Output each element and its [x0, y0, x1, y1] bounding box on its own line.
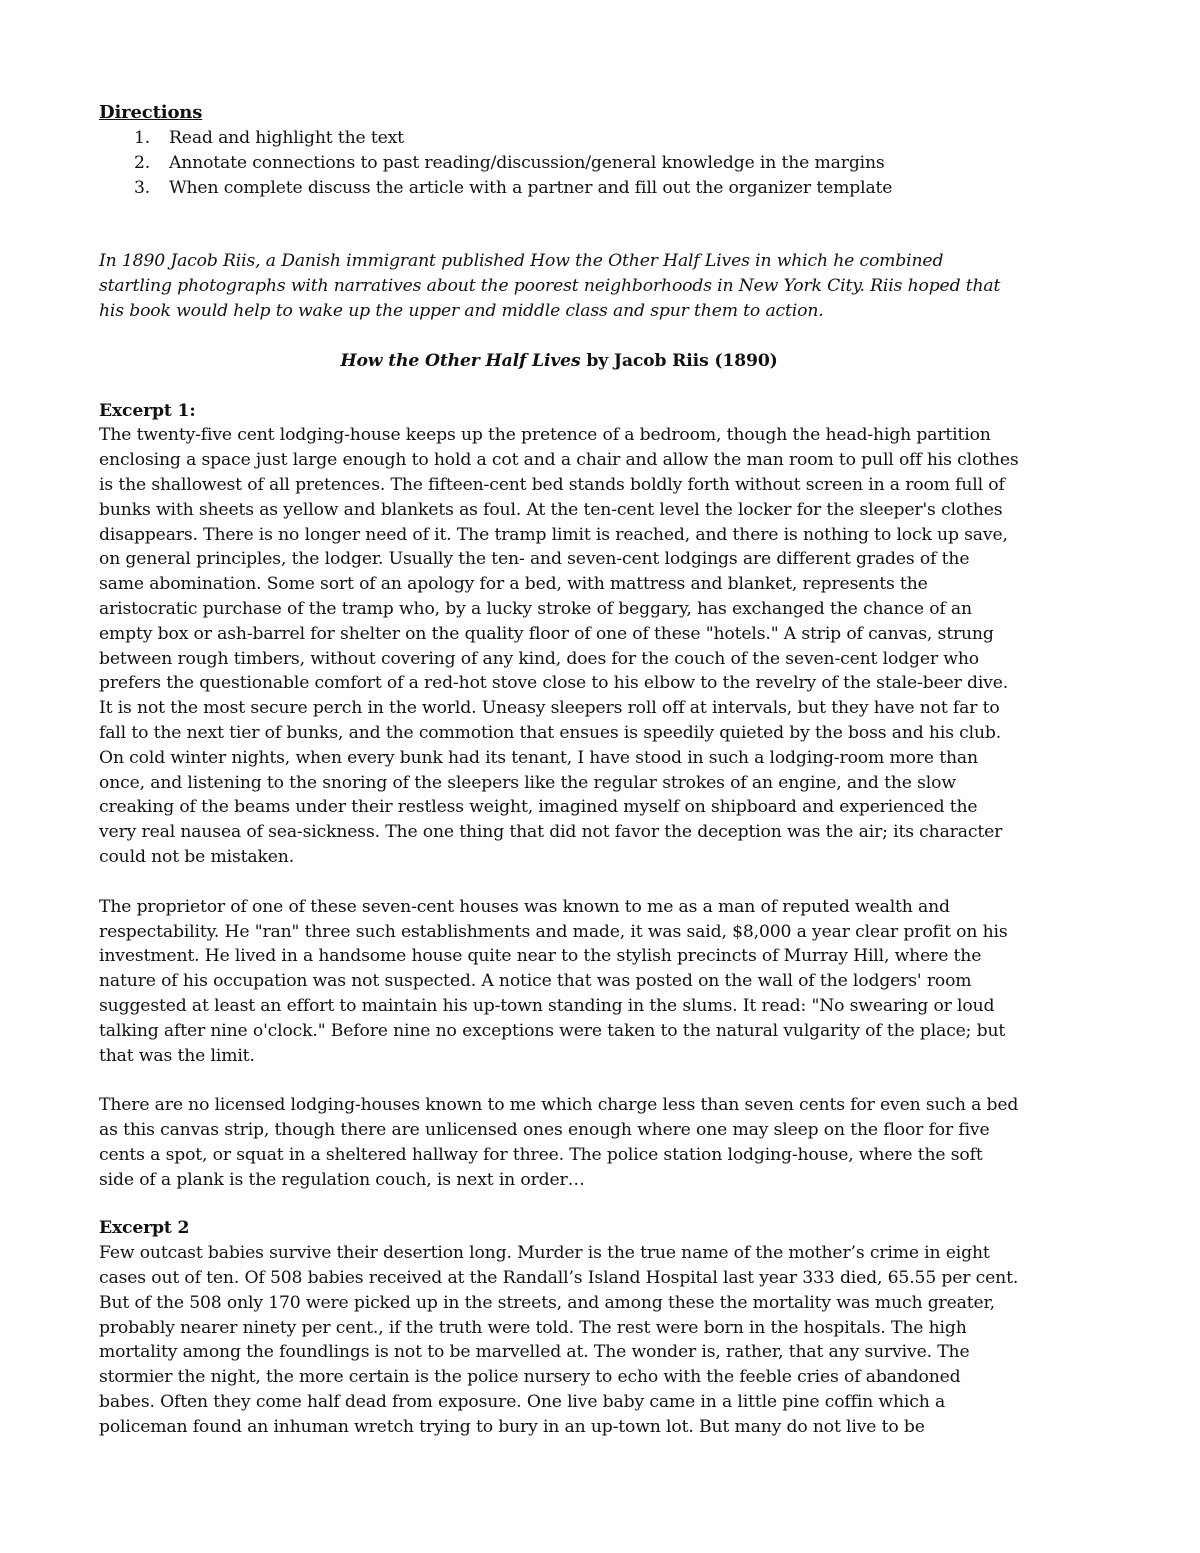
directions-list: [99, 126, 1019, 200]
list-item-text: Annotate connections to past reading/discussion/general knowledge in the margins: [169, 152, 885, 173]
list-number: 3.: [134, 177, 151, 198]
excerpt-1-paragraph-3: There are no licensed lodging-houses known to me which charge less than seven cents for even such a bed as this canvas strip, though there are unlicensed ones enough where one may sleep on the floor for five cents a spot, or squat in a sheltered hallway for three. The police station lodging-house, where the soft side of a plank is the regulation couch, is next in order…: [99, 1095, 1019, 1190]
list-item-text: When complete discuss the article with a partner and fill out the organizer template: [169, 177, 893, 198]
list-number: 1.: [134, 128, 151, 148]
excerpt-2-heading: Excerpt 2: [99, 1218, 190, 1239]
list-item: [99, 176, 1019, 201]
document-title: [99, 349, 1019, 374]
book-title: How the Other Half Lives: [340, 350, 581, 371]
list-item: [99, 126, 1019, 151]
excerpt-2-paragraph-1: Few outcast babies survive their desertion long. Murder is the true name of the mother’s crime in eight cases out of ten. Of 508 babies received at the Randall’s Island Hospital last year 333 died, 65.55 per cent. But of the 508 only 170 were picked up in the streets, and among these the mortality was much greater, probably nearer ninety per cent., if the truth were told. The rest were born in the hospitals. The high mortality among the foundlings is not to be marvelled at. The wonder is, rather, that any survive. The stormier the night, the more certain is the police nursery to echo with the feeble cries of abandoned babes. Often they come half dead from exposure. One live baby came in a little pine coffin which a policeman found an inhuman wretch trying to bury in an up-town lot. But many do not live to be: [99, 1243, 1019, 1437]
directions-section: [99, 100, 1019, 200]
directions-heading: Directions: [99, 102, 203, 123]
excerpt-1-paragraph-1: The twenty-five cent lodging-house keeps up the pretence of a bedroom, though the head-high partition enclosing a space just large enough to hold a cot and a chair and allow the man room to pull off his clothes is the shallowest of all pretences. The fifteen-cent bed stands boldly forth without screen in a room full of bunks with sheets as yellow and blankets as foul. At the ten-cent level the locker for the sleeper's clothes disappears. There is no longer need of it. The tramp limit is reached, and there is nothing to lock up save, on general principles, the lodger. Usually the ten- and seven-cent lodgings are different grades of the same abomination. Some sort of an apology for a bed, with mattress and blanket, represents the aristocratic purchase of the tramp who, by a lucky stroke of beggary, has exchanged the chance of an empty box or ash-barrel for shelter on the quality floor of one of these "hotels." A strip of canvas, strung between rough timbers, without covering of any kind, does for the couch of the seven-cent lodger who prefers the questionable comfort of a red-hot stove close to his elbow to the revelry of the stale-beer dive. It is not the most secure perch in the world. Uneasy sleepers roll off at intervals, but they have not far to fall to the next tier of bunks, and the commotion that ensues is speedily quieted by the boss and his club. On cold winter nights, when every bunk had its tenant, I have stood in such a lodging-room more than once, and listening to the snoring of the sleepers like the regular strokes of an engine, and the slow creaking of the beams under their restless weight, imagined myself on shipboard and experienced the very real nausea of sea-sickness. The one thing that did not favor the deception was the air; its character could not be mistaken.: [99, 425, 1019, 867]
list-item: [99, 151, 1019, 176]
title-author: by Jacob Riis (1890): [580, 350, 778, 371]
list-item-text: Read and highlight the text: [169, 128, 404, 148]
list-number: 2.: [134, 152, 151, 173]
document-page: [99, 100, 1019, 1440]
excerpt-1-paragraph-2: The proprietor of one of these seven-cent houses was known to me as a man of reputed wealth and respectability. He "ran" three such establishments and made, it was said, $8,000 a year clear profit on his investment. He lived in a handsome house quite near to the stylish precincts of Murray Hill, where the nature of his occupation was not suspected. A notice that was posted on the wall of the lodgers' room suggested at least an effort to maintain his up-town standing in the slums. It read: "No swearing or loud talking after nine o'clock." Before nine no exceptions were taken to the natural vulgarity of the place; but that was the limit.: [99, 896, 1008, 1066]
excerpt-1-heading: Excerpt 1:: [99, 400, 196, 421]
intro-paragraph: In 1890 Jacob Riis, a Danish immigrant published How the Other Half Lives in which he combined startling photographs with narratives about the poorest neighborhoods in New York City. Riis hoped that his book would help to wake up the upper and middle class and spur them to action.: [99, 251, 1001, 321]
